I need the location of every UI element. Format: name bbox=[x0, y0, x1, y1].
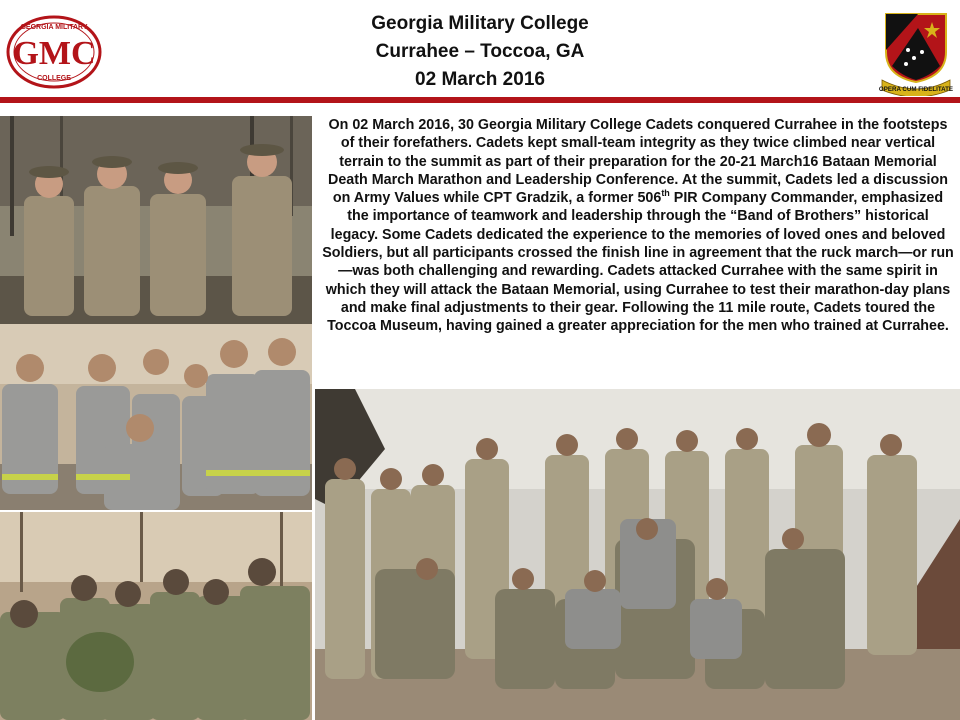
title-line-college: Georgia Military College bbox=[371, 13, 589, 34]
logo-top-text: GEORGIA MILITARY bbox=[20, 24, 88, 31]
article-ordinal-suffix: th bbox=[661, 188, 670, 199]
title-line-date: 02 March 2016 bbox=[415, 69, 545, 90]
photo-cadets-army-shirts bbox=[0, 324, 312, 510]
page-title bbox=[280, 10, 680, 94]
logo-bottom-text: COLLEGE bbox=[37, 75, 71, 82]
logo-main-text: GMC bbox=[12, 35, 96, 72]
header-divider bbox=[0, 97, 960, 103]
gmc-logo bbox=[6, 14, 102, 90]
photo-large-group-summit bbox=[315, 389, 960, 720]
article-text-part-2: PIR Company Commander, emphasized the importance of teamwork and leadership through the “Band of Brothers” historical legacy. Some Cadets dedicated the experience to the memories of loved ones and beloved Soldiers, but all participants crossed the finish line in agreement that the ruck march—or run—was both challenging and rewarding. Cadets attacked Currahee with the same spirit in which they will attack the Bataan Memorial, using Currahee to test their marathon-day plans and make final adjustments to their gear. Following the 11 mile route, Cadets toured the Toccoa Museum, having gained a greater appreciation for the men who trained at Currahee. bbox=[322, 190, 954, 335]
title-line-location: Currahee – Toccoa, GA bbox=[375, 41, 585, 62]
unit-crest bbox=[878, 10, 954, 96]
article-text bbox=[322, 116, 954, 336]
slide-header bbox=[0, 0, 960, 98]
photo-cadets-rucksacks bbox=[0, 512, 312, 720]
photo-cadets-woods bbox=[0, 116, 312, 324]
crest-motto: OPERA CUM FIDELITATE bbox=[878, 86, 954, 93]
article-text-part-1: On 02 March 2016, 30 Georgia Military College Cadets conquered Currahee in the footsteps of their forefathers. Cadets kept small-team integrity as they twice climbed near vertical terrain to the summit as part of their preparation for the 20-21 March16 Bataan Memorial Death March Marathon and Leadership Conference. At the summit, Cadets led a discussion on Army Values while CPT Gradzik, a former 506 bbox=[328, 117, 948, 207]
